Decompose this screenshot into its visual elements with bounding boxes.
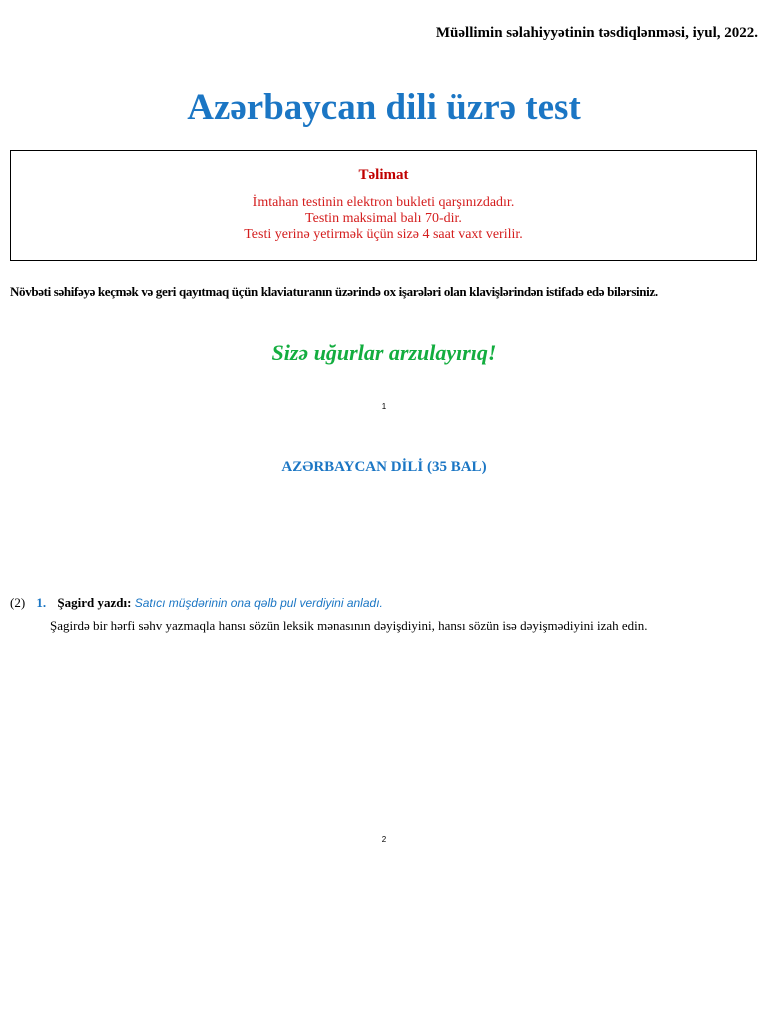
document-title: Azərbaycan dili üzrə test: [187, 87, 581, 128]
instructions-box: [10, 150, 757, 261]
instruction-line: İmtahan testinin elektron bukleti qarşınızdadır.: [252, 195, 515, 210]
good-luck-message: Sizə uğurlar arzulayırıq!: [271, 340, 497, 365]
navigation-note: Növbəti səhifəyə keçmək və geri qayıtmaq üçün klaviaturanın üzərində ox işarələri olan klavişlərindən istifadə edə bilərsiniz.: [10, 284, 658, 299]
instruction-line: Testi yerinə yetirmək üçün sizə 4 saat vaxt verilir.: [244, 227, 523, 242]
question-quote: Satıcı müşdərinin ona qəlb pul verdiyini anladı.: [134, 596, 383, 610]
page-number: 2: [381, 835, 387, 844]
question-number: 1.: [36, 595, 47, 610]
instructions-heading: Təlimat: [358, 167, 409, 183]
document-header: Müəllimin səlahiyyətinin təsdiqlənməsi, iyul, 2022.: [435, 25, 758, 41]
question-points: (2): [10, 595, 26, 610]
instruction-line: Testin maksimal balı 70-dir.: [305, 211, 462, 226]
instructions-lines: [11, 195, 756, 243]
page-number: 1: [381, 402, 387, 411]
section-title: AZƏRBAYCAN DİLİ (35 BAL): [281, 459, 487, 475]
question-task: Şagirdə bir hərfi səhv yazmaqla hansı sözün leksik mənasının dəyişdiyini, hansı sözün isə dəyişmədiyini izah edin.: [50, 618, 648, 633]
question-lead: Şagird yazdı:: [57, 595, 132, 610]
question-1: [10, 595, 383, 611]
